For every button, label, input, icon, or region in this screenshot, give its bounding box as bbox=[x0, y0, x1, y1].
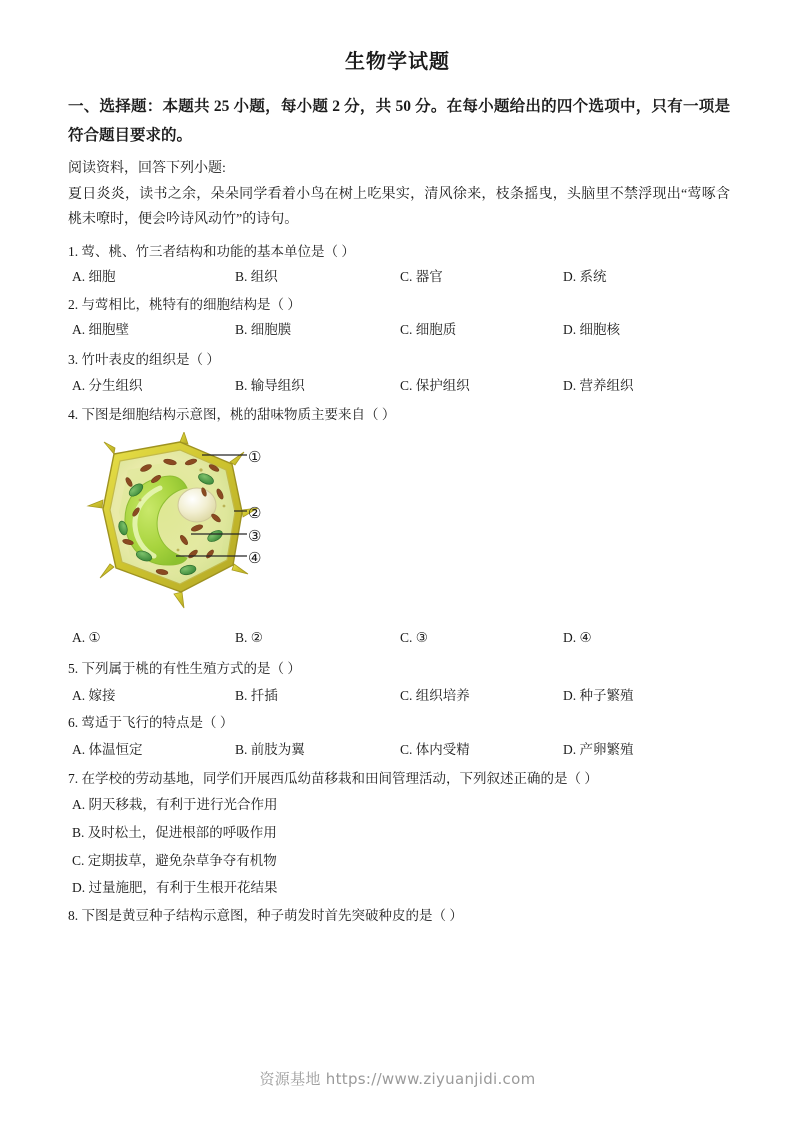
option-1-c[interactable]: C. 器官 bbox=[400, 269, 443, 284]
option-1-b[interactable]: B. 组织 bbox=[235, 269, 278, 284]
watermark: 资源基地 https://www.ziyuanjidi.com bbox=[259, 1070, 536, 1088]
option-7-d[interactable]: D. 过量施肥，有利于生根开花结果 bbox=[72, 880, 278, 895]
question-4-options bbox=[0, 630, 795, 652]
reading-prompt: 阅读资料，回答下列小题: bbox=[68, 161, 226, 176]
option-5-b[interactable]: B. 扦插 bbox=[235, 688, 278, 703]
question-1-options bbox=[0, 265, 795, 287]
option-7-b[interactable]: B. 及时松土，促进根部的呼吸作用 bbox=[72, 825, 277, 840]
question-7-stem: 7. 在学校的劳动基地，同学们开展西瓜幼苗移栽和田间管理活动，下列叙述正确的是（ ） bbox=[68, 771, 598, 786]
question-5-options bbox=[0, 684, 795, 706]
figure-label-3: ③ bbox=[248, 529, 262, 545]
question-3-options bbox=[0, 374, 795, 396]
option-4-a[interactable]: A. ① bbox=[72, 630, 101, 645]
question-2-options bbox=[0, 318, 795, 340]
question-2-stem: 2. 与莺相比，桃特有的细胞结构是（ ） bbox=[68, 297, 301, 312]
question-5-stem: 5. 下列属于桃的有性生殖方式的是（ ） bbox=[68, 661, 301, 676]
section-heading: 一、选择题：本题共 25 小题，每小题 2 分，共 50 分。在每小题给出的四个选项中，只有一项是符合题目要求的。 bbox=[68, 98, 730, 144]
option-1-d[interactable]: D. 系统 bbox=[563, 269, 607, 284]
question-4-stem: 4. 下图是细胞结构示意图，桃的甜味物质主要来自（ ） bbox=[68, 407, 396, 422]
option-6-d[interactable]: D. 产卵繁殖 bbox=[563, 742, 634, 757]
option-7-a[interactable]: A. 阴天移栽，有利于进行光合作用 bbox=[72, 797, 278, 812]
option-3-b[interactable]: B. 输导组织 bbox=[235, 378, 305, 393]
option-4-d[interactable]: D. ④ bbox=[563, 630, 592, 645]
option-4-b[interactable]: B. ② bbox=[235, 630, 263, 645]
question-8-stem: 8. 下图是黄豆种子结构示意图，种子萌发时首先突破种皮的是（ ） bbox=[68, 908, 463, 923]
option-2-d[interactable]: D. 细胞核 bbox=[563, 322, 620, 337]
option-7-c[interactable]: C. 定期拔草，避免杂草争夺有机物 bbox=[72, 853, 277, 868]
figure-label-1: ① bbox=[248, 450, 262, 466]
option-3-d[interactable]: D. 营养组织 bbox=[563, 378, 634, 393]
question-1-stem: 1. 莺、桃、竹三者结构和功能的基本单位是（ ） bbox=[68, 244, 355, 259]
option-4-c[interactable]: C. ③ bbox=[400, 630, 428, 645]
figure-label-4: ④ bbox=[248, 551, 262, 567]
option-1-a[interactable]: A. 细胞 bbox=[72, 269, 116, 284]
question-3-stem: 3. 竹叶表皮的组织是（ ） bbox=[68, 352, 220, 367]
option-5-c[interactable]: C. 组织培养 bbox=[400, 688, 470, 703]
reading-passage: 夏日炎炎，读书之余，朵朵同学看着小鸟在树上吃果实，清风徐来，枝条摇曳，头脑里不禁浮现出“莺啄含桃未嘹时，便会吟诗风动竹”的诗句。 bbox=[68, 187, 730, 227]
option-5-d[interactable]: D. 种子繁殖 bbox=[563, 688, 634, 703]
option-6-a[interactable]: A. 体温恒定 bbox=[72, 742, 143, 757]
option-2-b[interactable]: B. 细胞膜 bbox=[235, 322, 292, 337]
option-6-b[interactable]: B. 前肢为翼 bbox=[235, 742, 305, 757]
option-5-a[interactable]: A. 嫁接 bbox=[72, 688, 116, 703]
option-2-c[interactable]: C. 细胞质 bbox=[400, 322, 457, 337]
question-6-options bbox=[0, 738, 795, 760]
page-title: 生物学试题 bbox=[345, 51, 450, 73]
option-3-c[interactable]: C. 保护组织 bbox=[400, 378, 470, 393]
option-3-a[interactable]: A. 分生组织 bbox=[72, 378, 143, 393]
option-2-a[interactable]: A. 细胞壁 bbox=[72, 322, 129, 337]
question-6-stem: 6. 莺适于飞行的特点是（ ） bbox=[68, 715, 234, 730]
option-6-c[interactable]: C. 体内受精 bbox=[400, 742, 470, 757]
figure-label-2: ② bbox=[248, 506, 262, 522]
